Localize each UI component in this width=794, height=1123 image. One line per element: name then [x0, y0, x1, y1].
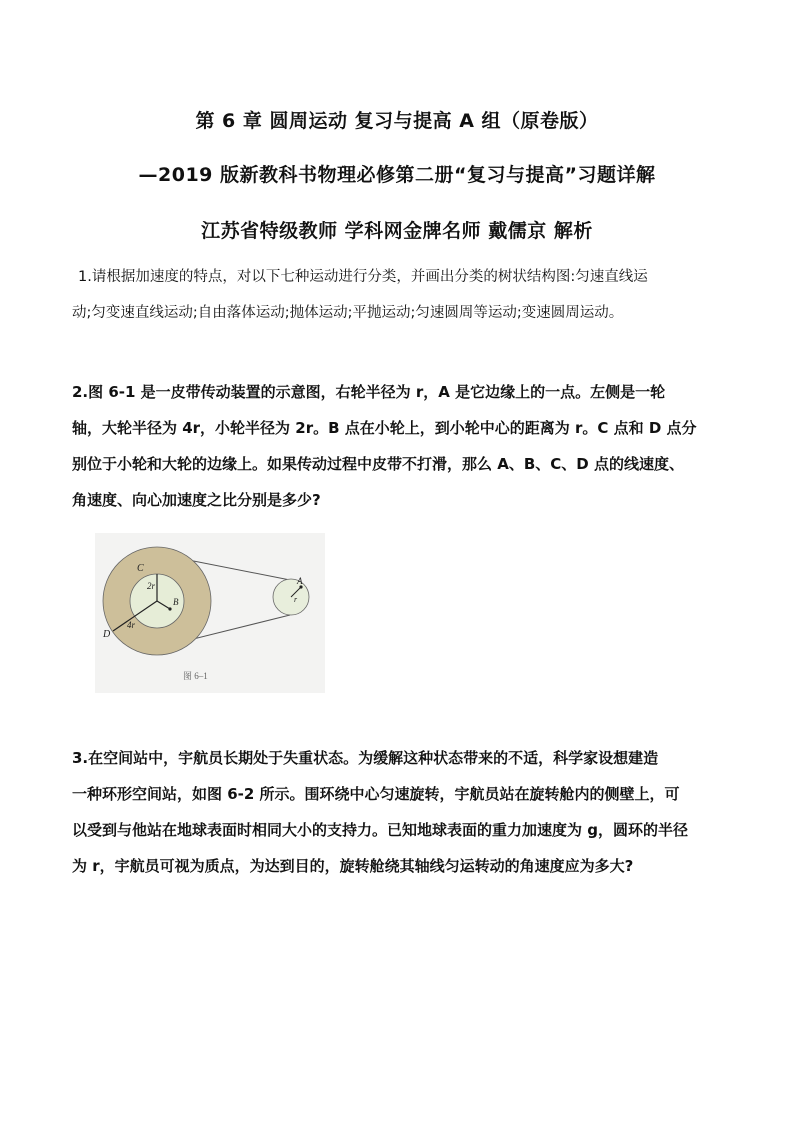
belt-drive-diagram: [95, 533, 325, 693]
question-3-line-2: 一种环形空间站，如图 6-2 所示。围环绕中心匀速旋转，宇航员站在旋转舱内的侧壁上，可: [72, 785, 680, 803]
point-B: [168, 607, 171, 610]
question-2: [72, 374, 732, 518]
question-3-line-1: 3.在空间站中，宇航员长期处于失重状态。为缓解这种状态带来的不适，科学家设想建造: [72, 749, 659, 767]
question-1-line-1: 1.请根据加速度的特点，对以下七种运动进行分类，并画出分类的树状结构图:匀速直线运: [78, 269, 648, 285]
page-subtitle: —2019 版新教科书物理必修第二册“复习与提高”习题详解: [138, 164, 656, 186]
question-3: [72, 740, 732, 884]
label-D: D: [103, 629, 111, 640]
question-2-line-3: 别位于小轮和大轮的边缘上。如果传动过程中皮带不打滑，那么 A、B、C、D 点的线速度、: [72, 455, 684, 473]
author-line: 江苏省特级教师 学科网金牌名师 戴儒京 解析: [201, 220, 593, 242]
label-A: A: [297, 576, 303, 586]
belt-drive-figure: [95, 533, 325, 693]
question-1: [72, 259, 732, 331]
question-3-line-4: 为 r，宇航员可视为质点，为达到目的，旋转舱绕其轴线匀运转动的角速度应为多大?: [72, 857, 634, 875]
label-B: B: [173, 597, 179, 607]
question-2-line-1: 2.图 6-1 是一皮带传动装置的示意图，右轮半径为 r，A 是它边缘上的一点。左侧是一轮: [72, 383, 666, 401]
page-title: 第 6 章 圆周运动 复习与提高 A 组（原卷版）: [195, 110, 599, 132]
label-r: r: [294, 595, 298, 604]
question-2-line-2: 轴，大轮半径为 4r，小轮半径为 2r。B 点在小轮上，到小轮中心的距离为 r。C 点和 D 点分: [72, 419, 697, 437]
figure-caption: 图 6–1: [183, 671, 208, 681]
question-1-line-2: 动;匀变速直线运动;自由落体运动;抛体运动;平抛运动;匀速圆周等运动;变速圆周运动。: [72, 305, 624, 321]
question-2-line-4: 角速度、向心加速度之比分别是多少?: [72, 491, 321, 509]
label-C: C: [137, 563, 144, 574]
question-3-line-3: 以受到与他站在地球表面时相同大小的支持力。已知地球表面的重力加速度为 g，圆环的半径: [72, 821, 688, 839]
label-2r: 2r: [147, 581, 156, 591]
label-4r: 4r: [127, 620, 136, 630]
